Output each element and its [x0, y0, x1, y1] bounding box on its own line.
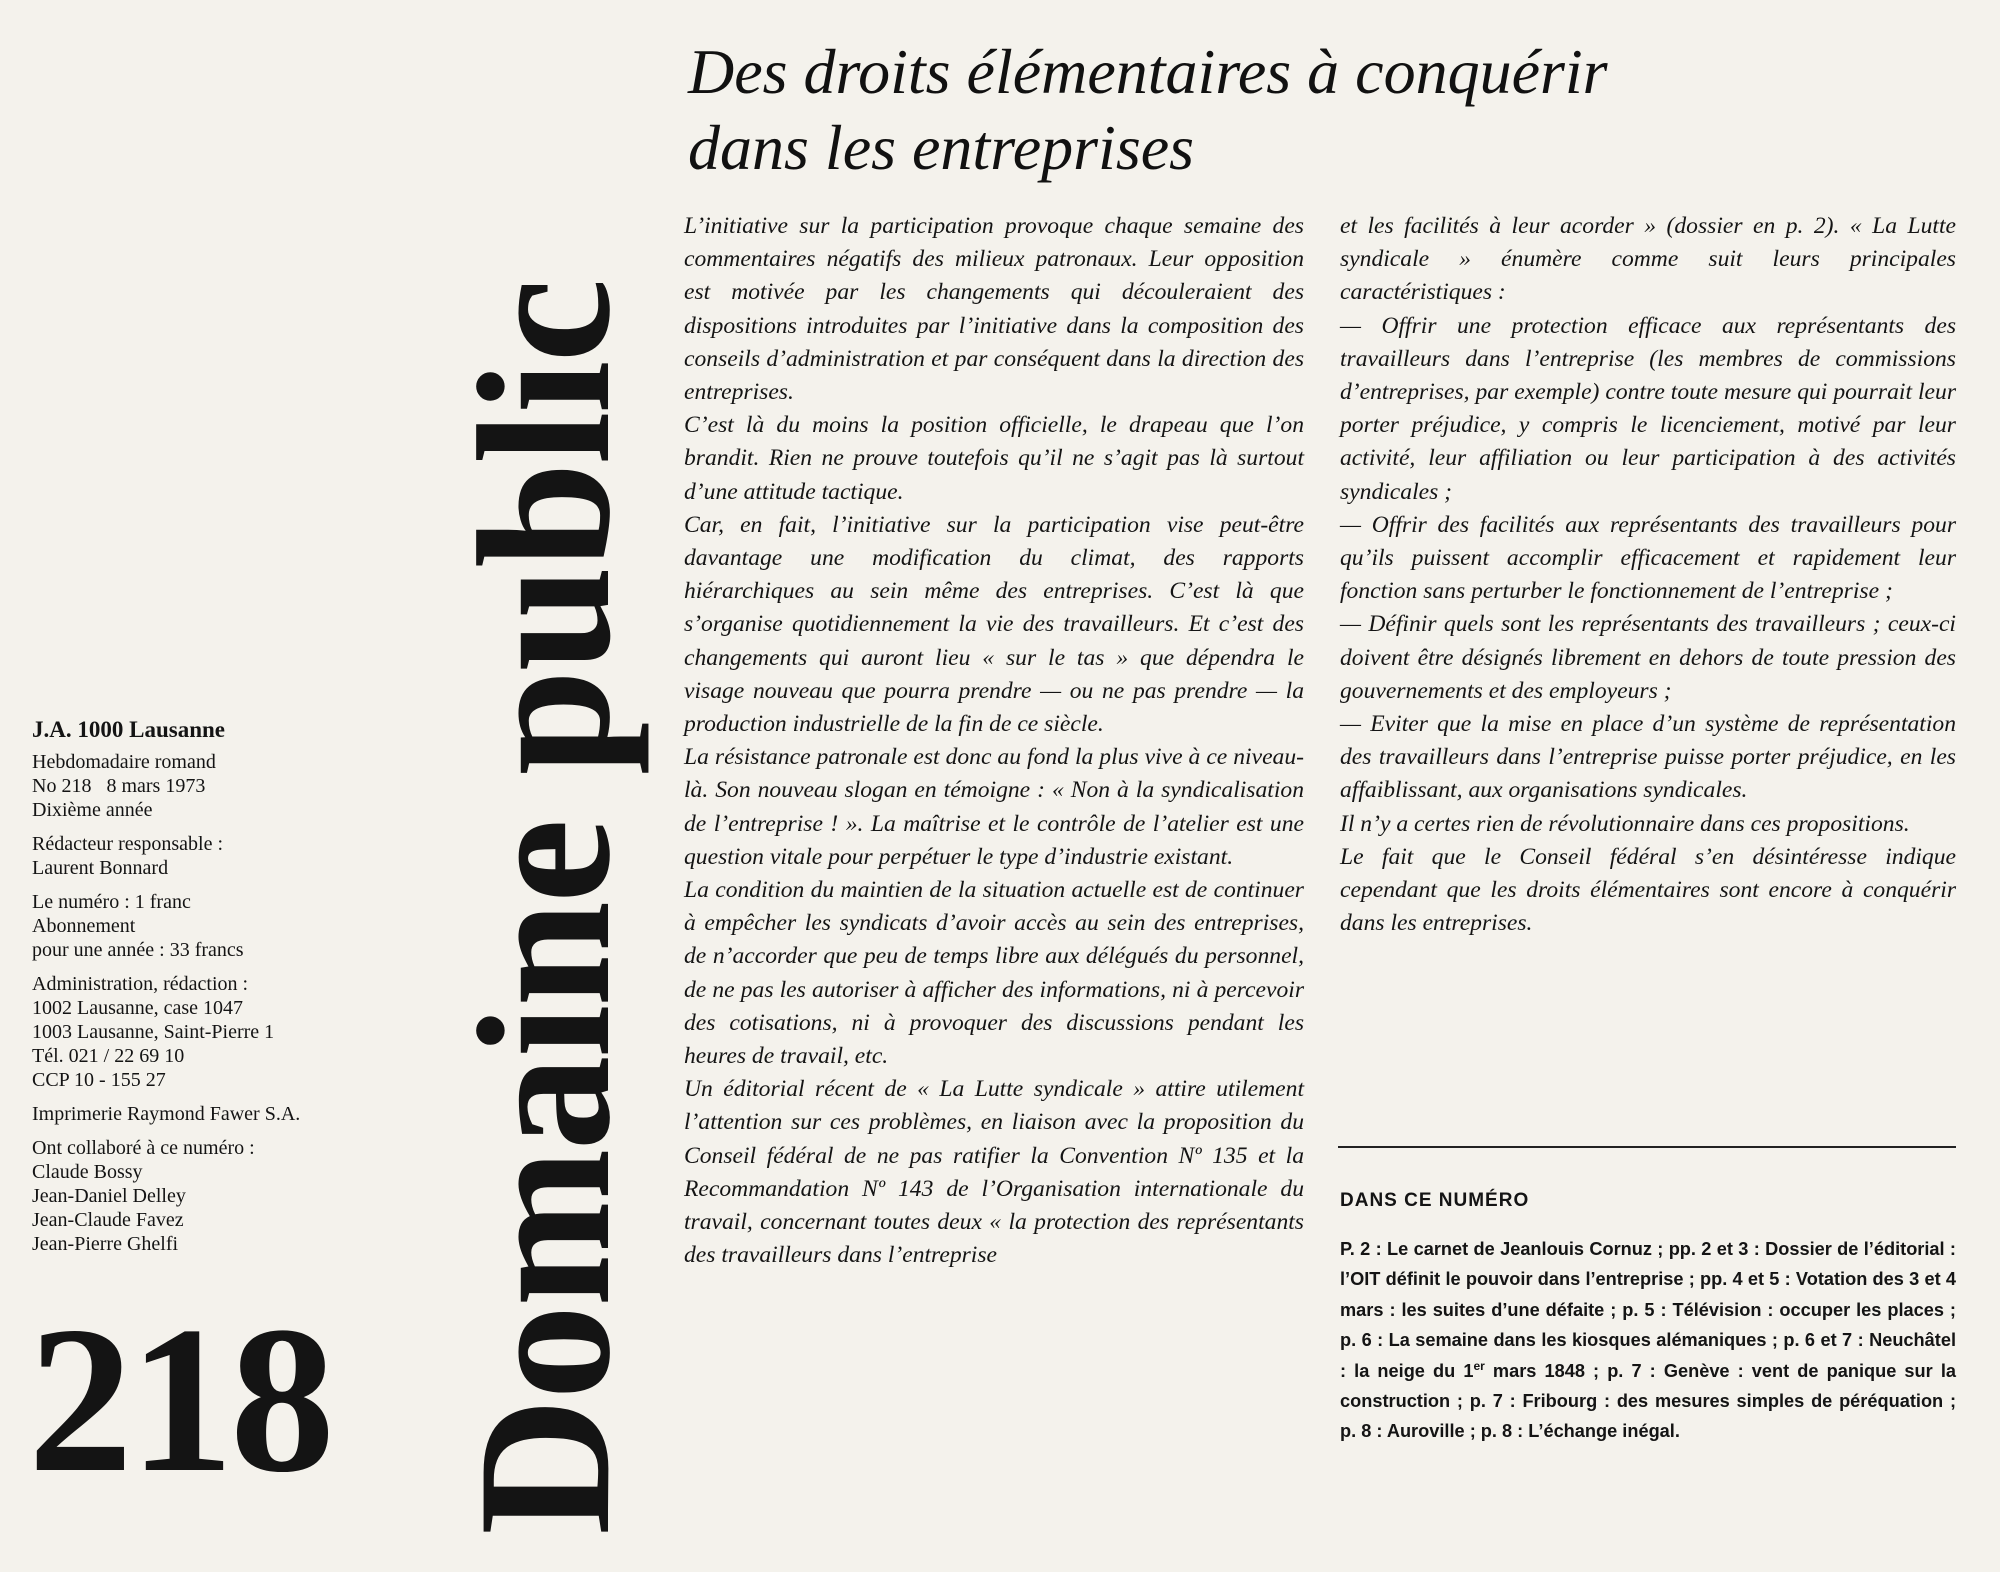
article-paragraph: L’initiative sur la participation provoque chaque semaine des commentaires négatifs des milieux patronaux. Leur opposition est motivée par les changements qui découleraient des dispositions introduites par l’initiative dans la composition des conseils d’administration et par conséquent dans la direction des entreprises.: [684, 213, 1304, 406]
article-paragraph: Un éditorial récent de « La Lutte syndicale » attire utilement l’attention sur ces problèmes, en liaison avec la proposition du Conseil fédéral de ne pas ratifier la Convention Nº 135 et la Recommandation Nº 143 de l’Organisation internationale du travail, concernant toutes deux « la protection des représentants des travailleurs dans l’entreprise: [684, 1076, 1304, 1269]
article-paragraph: Il n’y a certes rien de révolutionnaire dans ces propositions.: [1340, 810, 1910, 837]
price-line: Le numéro : 1 franc: [32, 891, 191, 913]
publication-line: Hebdomadaire romand: [32, 751, 216, 773]
administration-line: 1003 Lausanne, Saint-Pierre 1: [32, 1021, 275, 1043]
article-paragraph: Le fait que le Conseil fédéral s’en désintéresse indique cependant que les droits élémentaires sont encore à conquérir dans les entreprises.: [1340, 843, 1956, 937]
article-column-left: [684, 210, 1304, 1273]
headline-line: Des droits élémentaires à conquérir: [688, 36, 1608, 107]
article-column-right: [1340, 210, 1956, 940]
contributors-line: Jean-Pierre Ghelfi: [32, 1233, 179, 1255]
price-info: [32, 890, 392, 962]
contributors-line: Jean-Claude Favez: [32, 1209, 184, 1231]
publication-line: No 218 8 mars 1973: [32, 775, 206, 797]
article-paragraph: La condition du maintien de la situation actuelle est de continuer à empêcher les syndicats d’avoir accès au sein des entreprises, de n’accorder que peu de temps libre aux délégués du personnel, de ne pas les autoriser à afficher des informations, ni à percevoir des cotisations, ni à provoquer des discussions pendant les heures de travail, etc.: [684, 877, 1304, 1070]
printer-line: Imprimerie Raymond Fawer S.A.: [32, 1103, 301, 1125]
publication-info: [32, 750, 392, 822]
contents-text: mars 1848 ; p. 7 : Genève : vent de panique sur la construction ; p. 7 : Fribourg : des mesures simples de péréquation ; p. 8 : Auroville ; p. 8 : L’échange inégal.: [1340, 1360, 1957, 1442]
price-line: Abonnement: [32, 915, 136, 937]
administration-line: CCP 10 - 155 27: [32, 1069, 166, 1091]
contents-superscript: er: [1473, 1358, 1485, 1373]
price-line: pour une année : 33 francs: [32, 939, 244, 961]
article-paragraph: — Définir quels sont les représentants des travailleurs ; ceux-ci doivent être désignés librement en dehors de toute pression des gouvernements et des employeurs ;: [1340, 611, 1956, 704]
contents-list: [1340, 1234, 1956, 1447]
masthead-info: [32, 718, 392, 1266]
administration-info: [32, 972, 392, 1092]
article-paragraph: et les facilités à leur acorder » (dossier en p. 2). « La Lutte syndicale » énumère comme suit leurs principales caractéristiques :: [1340, 213, 1956, 306]
editor-info: [32, 832, 392, 880]
publication-line: Dixième année: [32, 799, 153, 821]
contributors-info: [32, 1136, 392, 1256]
printer-info: [32, 1102, 392, 1126]
article-paragraph: — Offrir des facilités aux représentants des travailleurs pour qu’ils puissent accomplir efficacement et rapidement leur fonction sans perturber le fonctionnement de l’entreprise ;: [1340, 511, 1956, 605]
editor-line: Rédacteur responsable :: [32, 833, 224, 855]
article-paragraph: — Eviter que la mise en place d’un système de représentation des travailleurs dans l’entreprise puisse porter préjudice, en les affaiblissant, aux organisations syndicales.: [1340, 711, 1956, 804]
editor-line: Laurent Bonnard: [32, 857, 169, 879]
article-paragraph: La résistance patronale est donc au fond la plus vive à ce niveau-là. Son nouveau slogan en témoigne : « Non à la syndicalisation de l’entreprise ! ». La maîtrise et le contrôle de l’atelier est une question vitale pour perpétuer le type d’industrie existant.: [684, 744, 1304, 870]
newspaper-title-text: Domaine public: [440, 280, 650, 1535]
newspaper-title: [430, 145, 660, 1535]
contributors-line: Ont collaboré à ce numéro :: [32, 1137, 255, 1159]
headline-line: dans les entreprises: [688, 112, 1195, 183]
contents-heading: DANS CE NUMÉRO: [1340, 1190, 1530, 1211]
article-paragraph: C’est là du moins la position officielle, le drapeau que l’on brandit. Rien ne prouve toutefois qu’il ne s’agit pas là surtout d’une attitude tactique.: [684, 412, 1304, 505]
article-headline: [688, 34, 1948, 186]
contents-text: P. 2 : Le carnet de Jeanlouis Cornuz ; pp. 2 et 3 : Dossier de l’éditorial : l’OIT définit le pouvoir dans l’entreprise ; pp. 4 et 5 : Votation des 3 et 4 mars : les suites d’une défaite ; p. 5 : Télévision : occuper les places ; p. 6 : La semaine dans les kiosques alémaniques ; p. 6 et 7 : Neuchâtel : la neige du 1: [1340, 1239, 1956, 1381]
administration-line: Tél. 021 / 22 69 10: [32, 1045, 185, 1067]
issue-number: 218: [28, 1284, 331, 1516]
administration-line: 1002 Lausanne, case 1047: [32, 997, 244, 1019]
postal-mark: J.A. 1000 Lausanne: [32, 717, 225, 742]
administration-line: Administration, rédaction :: [32, 973, 249, 995]
article-paragraph: — Offrir une protection efficace aux représentants des travailleurs dans l’entreprise (les membres de commissions d’entreprises, par exemple) contre toute mesure qui pourrait leur porter préjudice, y compris le licenciement, motivé par leur activité, leur affiliation ou leur participation à des activités syndicales ;: [1340, 312, 1956, 505]
article-paragraph: Car, en fait, l’initiative sur la participation vise peut-être davantage une modification du climat, des rapports hiérarchiques au sein même des entreprises. C’est là que s’organise quotidiennement la vie des travailleurs. Et c’est des changements qui auront lieu « sur le tas » que dépendra le visage nouveau que pourra prendre — ou ne pas prendre — la production industrielle de la fin de ce siècle.: [684, 511, 1304, 738]
contributors-line: Jean-Daniel Delley: [32, 1185, 186, 1207]
contributors-line: Claude Bossy: [32, 1161, 143, 1183]
section-divider: [1338, 1146, 1956, 1148]
